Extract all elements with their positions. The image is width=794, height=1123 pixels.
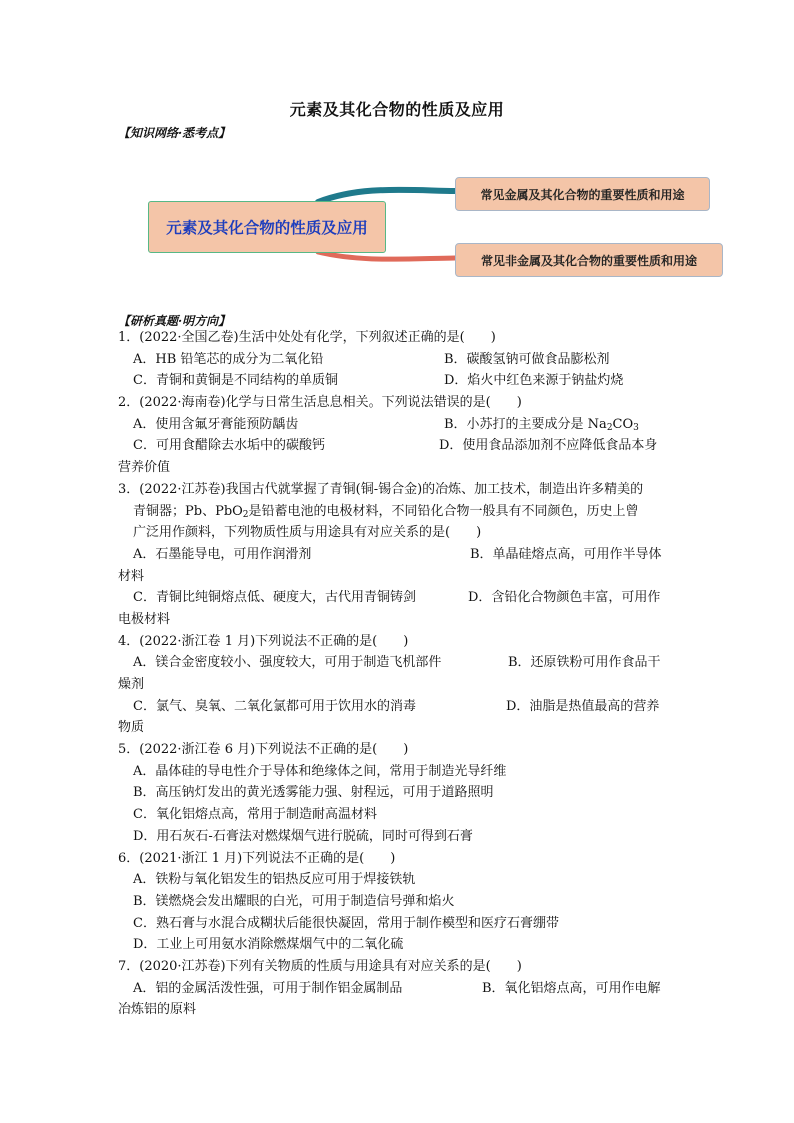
question-5-option-c: C．氧化铝熔点高，常用于制造耐高温材料 bbox=[133, 807, 377, 823]
question-1-options-cd bbox=[118, 370, 678, 392]
question-4-option-b-cont: 燥剂 bbox=[118, 677, 145, 692]
question-2-options-ab bbox=[118, 414, 678, 436]
mindmap-branch-metals: 常见金属及其化合物的重要性质和用途 bbox=[455, 177, 710, 211]
question-2-option-d: D．使用食品添加剂不应降低食品本身 bbox=[439, 438, 658, 454]
question-1-options-ab bbox=[118, 349, 678, 371]
question-list bbox=[118, 327, 678, 1021]
question-2-option-a: A．使用含氟牙膏能预防龋齿 bbox=[133, 416, 299, 432]
question-6-option-a: A．铁粉与氧化铝发生的铝热反应可用于焊接铁轨 bbox=[133, 872, 416, 888]
question-4-option-d: D．油脂是热值最高的营养 bbox=[506, 698, 660, 714]
mindmap-branch-nonmetals: 常见非金属及其化合物的重要性质和用途 bbox=[455, 243, 723, 277]
question-3-option-b: B．单晶硅熔点高，可用作半导体 bbox=[470, 546, 662, 562]
question-5-option-a: A．晶体硅的导电性介于导体和绝缘体之间，常用于制造光导纤维 bbox=[133, 763, 507, 779]
question-3-stem: 3．(2022·江苏卷)我国古代就掌握了青铜(铜-锡合金)的冶炼、加工技术，制造出许多精美的 bbox=[118, 481, 644, 497]
question-7-stem: 7．(2020·江苏卷)下列有关物质的性质与用途具有对应关系的是( ) bbox=[118, 958, 522, 974]
question-4-option-d-cont: 物质 bbox=[118, 720, 145, 736]
question-4-option-a: A．镁合金密度较小、强度较大，可用于制造飞机部件 bbox=[133, 655, 442, 671]
question-3-stem-line2: 青铜器；Pb、PbO$_2$是铅蓄电池的电极材料，不同铅化合物一般具有不同颜色，历史上曾 bbox=[133, 503, 639, 520]
question-4-options-cd bbox=[118, 696, 678, 718]
question-1-option-b: B．碳酸氢钠可做食品膨松剂 bbox=[444, 351, 610, 367]
mindmap-root-node: 元素及其化合物的性质及应用 bbox=[148, 201, 386, 253]
question-5-option-b: B．高压钠灯发出的黄光透雾能力强、射程远，可用于道路照明 bbox=[133, 785, 494, 801]
question-3-option-d-cont: 电极材料 bbox=[118, 611, 171, 627]
question-2-option-c: C．可用食醋除去水垢中的碳酸钙 bbox=[133, 438, 325, 454]
question-6-option-b: B．镁燃烧会发出耀眼的白光，可用于制造信号弹和焰火 bbox=[133, 893, 455, 909]
question-3-option-d: D．含铅化合物颜色丰富，可用作 bbox=[468, 590, 661, 606]
question-3-options-ab bbox=[118, 544, 678, 566]
section-heading-past-exams: 【研析真题·明方向】 bbox=[118, 314, 231, 328]
question-7-option-b: B．氧化铝熔点高，可用作电解 bbox=[482, 980, 661, 996]
question-3-option-c: C．青铜比纯铜熔点低、硬度大，古代用青铜铸剑 bbox=[133, 590, 416, 606]
connector-bottom bbox=[318, 252, 455, 259]
question-3-stem-line3: 广泛用作颜料，下列物质性质与用途具有对应关系的是( ) bbox=[133, 525, 482, 541]
question-1-option-a: A．HB 铅笔芯的成分为二氧化铅 bbox=[133, 351, 324, 367]
page-title: 元素及其化合物的性质及应用 bbox=[289, 100, 505, 119]
question-3-option-a: A．石墨能导电，可用作润滑剂 bbox=[133, 546, 312, 562]
question-7-option-b-cont: 冶炼铝的原料 bbox=[118, 1002, 197, 1018]
question-4-stem: 4．(2022·浙江卷 1 月)下列说法不正确的是( ) bbox=[118, 633, 409, 649]
question-2-stem: 2．(2022·海南卷)化学与日常生活息息相关。下列说法错误的是( ) bbox=[118, 395, 522, 411]
question-4-options-ab bbox=[118, 652, 678, 674]
section-heading-knowledge-network: 【知识网络·悉考点】 bbox=[118, 126, 231, 140]
question-3-option-b-cont: 材料 bbox=[118, 568, 145, 584]
question-7-option-a: A．铝的金属活泼性强，可用于制作铝金属制品 bbox=[133, 980, 403, 996]
question-2-options-cd bbox=[118, 435, 678, 457]
question-4-option-b: B．还原铁粉可用作食品干 bbox=[508, 655, 661, 671]
question-7-options-ab bbox=[118, 978, 678, 1000]
question-3-options-cd bbox=[118, 587, 678, 609]
question-1-stem: 1．(2022·全国乙卷)生活中处处有化学，下列叙述正确的是( ) bbox=[118, 330, 496, 345]
question-6-option-d: D．工业上可用氨水消除燃煤烟气中的二氧化硫 bbox=[133, 937, 404, 953]
question-5-option-d: D．用石灰石-石膏法对燃煤烟气进行脱硫，同时可得到石膏 bbox=[133, 828, 473, 844]
question-1-option-c: C．青铜和黄铜是不同结构的单质铜 bbox=[133, 373, 338, 389]
question-4-option-c: C．氯气、臭氧、二氧化氯都可用于饮用水的消毒 bbox=[133, 698, 416, 714]
question-2-option-b: B．小苏打的主要成分是 $Na_2CO_3$ bbox=[444, 416, 639, 433]
question-6-option-c: C．熟石膏与水混合成糊状后能很快凝固，常用于制作模型和医疗石膏绷带 bbox=[133, 915, 559, 931]
question-5-stem: 5．(2022·浙江卷 6 月)下列说法不正确的是( ) bbox=[118, 742, 409, 758]
question-1-option-d: D．焰火中红色来源于钠盐灼烧 bbox=[444, 373, 624, 389]
question-2-option-d-cont: 营养价值 bbox=[118, 460, 171, 476]
question-6-stem: 6．(2021·浙江 1 月)下列说法不正确的是( ) bbox=[118, 850, 396, 866]
